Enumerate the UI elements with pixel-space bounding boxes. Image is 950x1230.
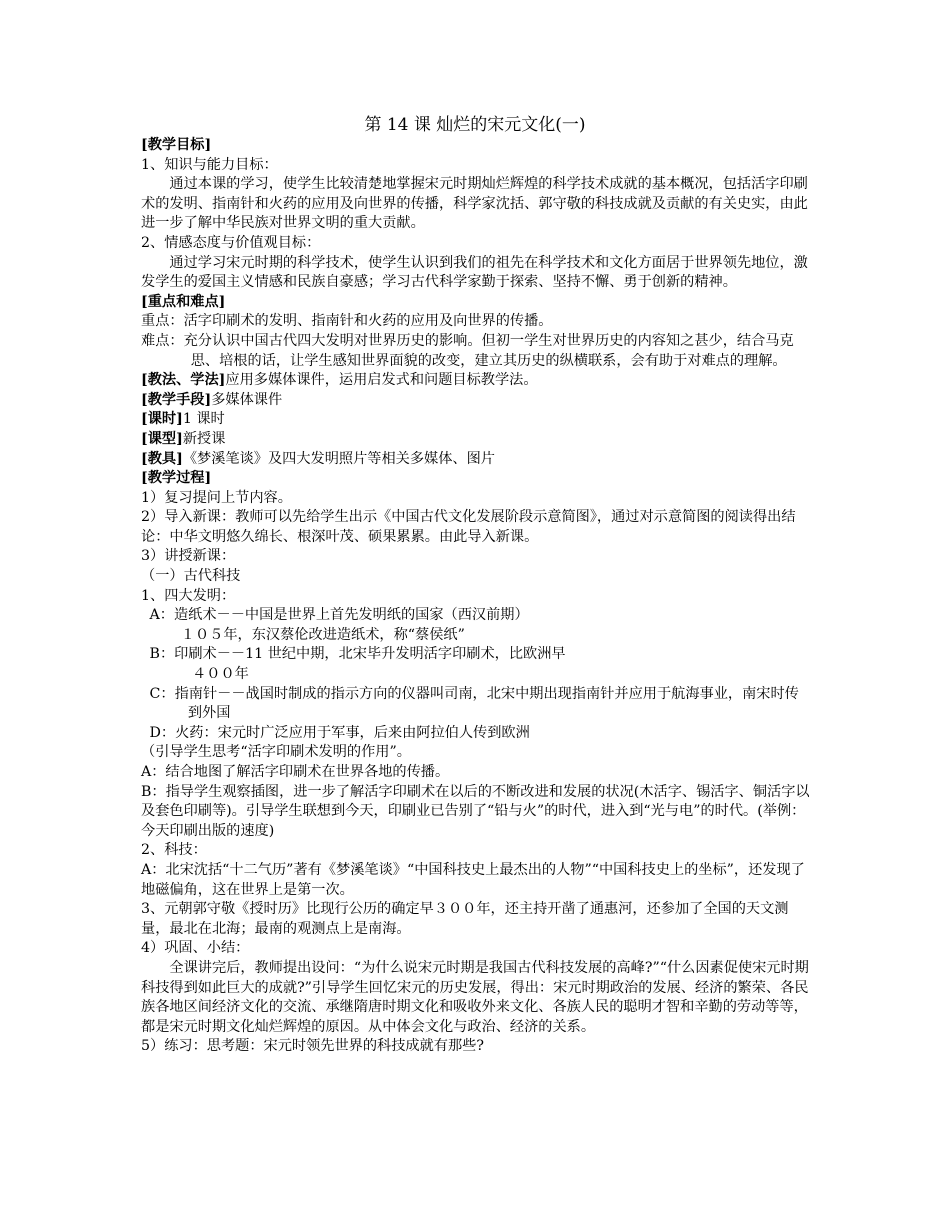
goal2-heading: 2、情感态度与价值观目标：: [141, 234, 321, 251]
type-label: [课型]: [141, 430, 183, 447]
difficulty-point: 难点：充分认识中国古代四大发明对世界历史的影响。但初一学生对世界历史的内容知之甚少，结合马克思、培根的话，让学生感知世界面貌的改变，建立其历史的纵横联系，会有助于对难点的理解。: [141, 332, 794, 369]
hours-text: 1 课时: [182, 411, 225, 428]
tools-label: [教具]: [141, 450, 183, 467]
hours-label: [课时]: [141, 411, 183, 428]
method-text: 应用多媒体课件，运用启发式和问题目标教学法。: [225, 372, 538, 389]
guide-b: B：指导学生观察插图，进一步了解活字印刷术在以后的不断改进和发展的状况(木活字、锡活字、铜活字以及套色印刷等)。引导学生联想到今天，印刷业已告别了“铅与火”的时代，进入到“光与电”的时代。(举例：今天印刷出版的速度): [141, 783, 810, 839]
goal1-heading: 1、知识与能力目标：: [141, 156, 278, 173]
tools-text: 《梦溪笔谈》及四大发明照片等相关多媒体、图片: [182, 450, 495, 467]
invention-a-line1: A：造纸术－－中国是世界上首先发明纸的国家（西汉前期）: [149, 607, 529, 624]
invention-b-line1: B：印刷术－－11 世纪中期，北宋毕升发明活字印刷术，比欧洲早: [149, 646, 566, 663]
process-step-4: 4）巩固、小结：: [141, 940, 250, 957]
invention-d-line: D：火药：宋元时广泛应用于军事，后来由阿拉伯人传到欧洲: [149, 724, 530, 741]
method-line: [141, 371, 811, 391]
process-step-3: 3）讲授新课：: [141, 548, 236, 565]
summary-paragraph: 全课讲完后，教师提出设问：“为什么说宋元时期是我国古代科技发展的高峰?”“什么因素促使宋元时期科技得到如此巨大的成就?”引导学生回忆宋元的历史发展，得出：宋元时期政治的发展、经济的繁荣、各民族各地区间经济文化的交流、承继隋唐时期文化和吸收外来文化、各族人民的聪明才智和辛勤的劳动等等，都是宋元时期文化灿烂辉煌的原因。从中体会文化与政治、经济的关系。: [141, 959, 809, 1035]
section-heading-key: [重点和难点]: [141, 293, 226, 310]
invention-a-line2: １０５年，东汉蔡伦改进造纸术，称“蔡侯纸”: [180, 626, 465, 643]
invention-b-line2: ４００年: [192, 666, 249, 683]
hours-line: [141, 410, 811, 430]
science-a: A：北宋沈括“十二气历”著有《梦溪笔谈》“中国科技史上最杰出的人物”“中国科技史上的坐标”，还发现了地磁偏角，这在世界上是第一次。: [141, 861, 805, 898]
goal2-paragraph: 通过学习宋元时期的科学技术，使学生认识到我们的祖先在科学技术和文化方面居于世界领先地位，激发学生的爱国主义情感和民族自豪感；学习古代科学家勤于探索、坚持不懈、勇于创新的精神。: [141, 254, 808, 291]
key-point: 重点：活字印刷术的发明、指南针和火药的应用及向世界的传播。: [141, 313, 553, 330]
science-heading: 2、科技：: [141, 842, 207, 859]
tools-line: [141, 450, 811, 470]
goal1-paragraph: 通过本课的学习，使学生比较清楚地掌握宋元时期灿烂辉煌的科学技术成就的基本概况，包括活字印刷术的发明、指南针和火药的应用及向世界的传播，科学家沈括、郭守敬的科技成就及贡献的有关史实，由此进一步了解中华民族对世界文明的重大贡献。: [141, 176, 808, 232]
guide-a: A：结合地图了解活字印刷术在世界各地的传播。: [141, 764, 450, 780]
section-heading-process: [教学过程]: [141, 470, 212, 487]
document-body: [141, 136, 811, 1057]
science-3: 3、元朝郭守敬《授时历》比现行公历的确定早３００年，还主持开凿了通惠河，还参加了全国的天文测量，最北在北海；最南的观测点上是南海。: [141, 901, 789, 937]
process-step-1: 1）复习提问上节内容。: [141, 489, 292, 506]
process-step-5: 5）练习：思考题：宋元时领先世界的科技成就有那些?: [141, 1038, 484, 1055]
guide-line: （引导学生思考“活字印刷术发明的作用”。: [141, 744, 411, 761]
section-heading-goals: [教学目标]: [141, 137, 212, 153]
inventions-heading: 1、四大发明：: [141, 587, 236, 604]
invention-c-line: C：指南针－－战国时制成的指示方向的仪器叫司南，北宋中期出现指南针并应用于航海事业，南宋时传到外国: [149, 685, 799, 722]
method-label: [教法、学法]: [141, 372, 226, 389]
means-line: [141, 391, 811, 411]
page-title: 第 14 课 灿烂的宋元文化(一): [364, 115, 586, 135]
means-label: [教学手段]: [141, 391, 212, 408]
type-text: 新授课: [182, 430, 226, 447]
process-step-3-sub: （一）古代科技: [141, 568, 241, 585]
means-text: 多媒体课件: [211, 391, 283, 408]
process-step-2: 2）导入新课：教师可以先给学生出示《中国古代文化发展阶段示意简图》，通过对示意简图的阅读得出结论：中华文明悠久绵长、根深叶茂、硕果累累。由此导入新课。: [141, 509, 796, 545]
type-line: [141, 430, 811, 450]
